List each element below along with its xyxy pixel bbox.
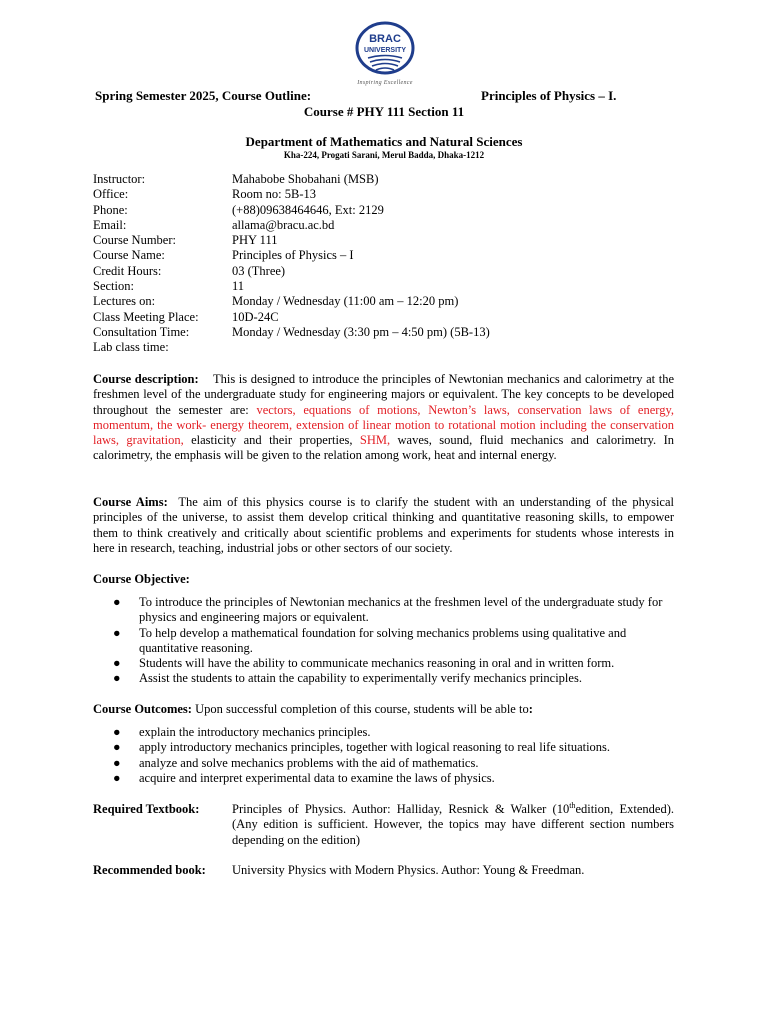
outcomes-intro: Upon successful completion of this course, students will be able to xyxy=(191,702,529,716)
department-address: Kha-224, Progati Sarani, Merul Badda, Dhaka-1212 xyxy=(283,150,485,160)
course-number-header: Course # PHY 111 Section 11 xyxy=(303,104,465,119)
recommended-book xyxy=(93,863,674,878)
info-label: Credit Hours: xyxy=(93,263,162,278)
course-aims xyxy=(93,495,674,556)
textbook-label: Required Textbook: xyxy=(93,802,200,816)
svg-text:UNIVERSITY: UNIVERSITY xyxy=(363,47,407,54)
info-value: Principles of Physics – I xyxy=(232,248,354,263)
list-item: ● acquire and interpret experimental data to examine the laws of physics. xyxy=(113,770,495,785)
info-value: PHY 111 xyxy=(232,233,278,248)
objective-list xyxy=(93,595,674,687)
info-value: 11 xyxy=(232,279,245,294)
textbook-value: Principles of Physics. Author: Halliday, Resnick & Walker (10thedition, Extended). (Any edition is sufficient. However, the topics may have different section numbers depending on the edition) xyxy=(232,800,674,847)
info-value: allama@bracu.ac.bd xyxy=(232,217,335,232)
outcomes-title: Course Outcomes: xyxy=(93,702,192,716)
list-item: ● To help develop a mathematical foundation for solving mechanics problems using qualitative and quantitative reasoning. xyxy=(113,625,627,655)
description-title: Course description: xyxy=(93,372,199,386)
info-label: Lectures on: xyxy=(93,294,156,309)
list-item: ● explain the introductory mechanics principles. xyxy=(113,725,371,739)
list-item: ● analyze and solve mechanics problems with the aid of mathematics. xyxy=(113,755,479,770)
info-label: Course Name: xyxy=(93,248,165,263)
info-label: Consultation Time: xyxy=(93,324,190,339)
department-title: Department of Mathematics and Natural Sciences xyxy=(245,134,523,149)
outcomes-colon: : xyxy=(528,702,533,716)
list-item: ● Students will have the ability to communicate mechanics reasoning in oral and in written form. xyxy=(113,656,615,671)
info-label: Phone: xyxy=(93,202,128,217)
list-item: ● apply introductory mechanics principles, together with logical reasoning to real life situations. xyxy=(113,740,611,755)
outcomes-heading xyxy=(93,702,674,717)
recommended-value: University Physics with Modern Physics. Author: Young & Freedman. xyxy=(232,863,585,877)
info-value: (+88)09638464646, Ext: 2129 xyxy=(232,202,384,217)
recommended-label: Recommended book: xyxy=(93,863,206,877)
svg-text:BRAC: BRAC xyxy=(369,33,401,45)
info-label: Office: xyxy=(93,187,129,202)
required-textbook xyxy=(93,802,674,848)
info-value: Room no: 5B-13 xyxy=(232,187,317,202)
info-label: Instructor: xyxy=(93,172,146,186)
semester-header xyxy=(95,88,628,104)
info-value: 10D-24C xyxy=(232,309,279,324)
info-value: 03 (Three) xyxy=(232,263,286,278)
info-label: Email: xyxy=(93,217,127,232)
description-text: elasticity and their properties, xyxy=(183,433,360,448)
semester-title: Spring Semester 2025, Course Outline: xyxy=(95,88,312,103)
course-description xyxy=(93,372,674,464)
description-highlight: vectors, equations of motions, Newton’s laws, conservation laws of energy, momentum, the work- energy theorem, extension of linear motion to rotational motion including the conservation laws, gravitation, xyxy=(93,402,675,448)
info-value: Monday / Wednesday (11:00 am – 12:20 pm) xyxy=(232,294,459,309)
info-label: Lab class time: xyxy=(93,340,169,355)
info-label: Section: xyxy=(93,279,134,294)
list-item: ● To introduce the principles of Newtonian mechanics at the freshmen level of the undergraduate study for physics and engineering majors or equivalent. xyxy=(113,595,663,625)
info-label: Course Number: xyxy=(93,233,176,248)
objective-title: Course Objective: xyxy=(93,572,190,586)
info-label: Class Meeting Place: xyxy=(93,309,199,324)
description-text: waves, sound, fluid mechanics and calorimetry. In calorimetry, the emphasis will be given to the relation among work, heat and internal energy. xyxy=(93,433,674,463)
info-value: Monday / Wednesday (3:30 pm – 4:50 pm) (5B-13) xyxy=(232,324,490,339)
aims-title: Course Aims: xyxy=(93,495,168,509)
aims-text: The aim of this physics course is to clarify the student with an understanding of the physical principles of the universe, to assist them develop critical thinking and quantitative reasoning skills, to empower them to think creatively and critically about scientific problems and experiments for students whose interests in here in research, teaching, industrial jobs or other sectors of our society. xyxy=(93,495,674,555)
logo-tagline: Inspiring Excellence xyxy=(357,80,413,86)
list-item: ● Assist the students to attain the capability to experimentally verify mechanics principles. xyxy=(113,671,582,686)
description-text: This is designed to introduce the principles of Newtonian mechanics and calorimetry at the freshmen level of the undergraduate study for engineering majors or equivalent. The key concepts to be developed throughout the semester are: xyxy=(93,372,675,417)
outcomes-list xyxy=(93,725,674,786)
description-highlight: SHM, xyxy=(359,433,391,448)
info-value: Mahabobe Shobahani (MSB) xyxy=(232,172,379,186)
course-title-header: Principles of Physics – I. xyxy=(481,88,617,103)
